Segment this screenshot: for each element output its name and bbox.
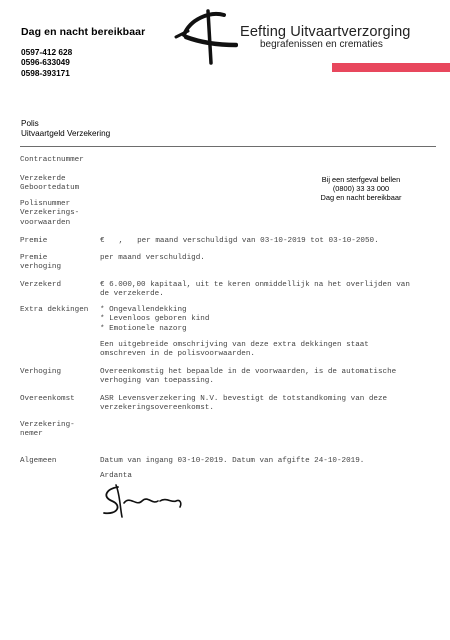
signature-icon xyxy=(96,481,190,521)
label-verzekerd: Verzekerd xyxy=(20,281,62,289)
emergency-phone: (0800) 33 33 000 xyxy=(332,184,390,194)
label-verzekerde xyxy=(20,175,79,194)
label-polisnummer xyxy=(20,200,79,228)
document-title xyxy=(21,119,110,138)
signatory-company: Ardanta xyxy=(100,472,132,480)
label-premie: Premie xyxy=(20,237,48,245)
contact-block xyxy=(21,26,145,78)
label-line: verhoging xyxy=(20,263,62,272)
divider xyxy=(20,146,436,147)
value-verzekerd: € 6.000,00 kapitaal, uit te keren onmiddellijk na het overlijden van de verzekerde. xyxy=(100,281,410,299)
label-line: nemer xyxy=(20,430,43,439)
phone-number: 0596-633049 xyxy=(21,57,70,68)
brand-accent-bar xyxy=(332,63,450,72)
value-extra-dekkingen xyxy=(100,306,418,334)
label-line: Premie xyxy=(20,254,48,262)
label-premie-verhoging xyxy=(20,254,61,273)
availability-heading: Dag en nacht bereikbaar xyxy=(21,26,146,38)
currency-symbol: € xyxy=(100,237,105,245)
emergency-line: Dag en nacht bereikbaar xyxy=(320,193,402,203)
label-overeenkomst: Overeenkomst xyxy=(20,395,75,403)
label-line: Verzekerings- xyxy=(20,209,80,218)
coverage-list xyxy=(100,306,418,334)
label-algemeen: Algemeen xyxy=(20,457,57,465)
phone-number: 0598-393171 xyxy=(21,67,70,78)
premie-text: per maand verschuldigd van 03-10-2019 tot 03-10-2050. xyxy=(137,237,379,245)
value-overeenkomst: ASR Levensverzekering N.V. bevestigt de totstandkoming van deze verzekeringsovereenkomst. xyxy=(100,395,388,413)
label-line: voorwaarden xyxy=(20,218,71,227)
value-premie-verhoging: per maand verschuldigd. xyxy=(100,254,205,262)
list-item: * Emotionele nazorg xyxy=(100,325,418,334)
brand-tagline: begrafenissen en crematies xyxy=(260,39,383,50)
list-item: * Levenloos geboren kind xyxy=(100,315,418,324)
phone-number: 0597-412 628 xyxy=(21,47,73,57)
value-verhoging: Overeenkomstig het bepaalde in de voorwaarden, is de automatische verhoging van toepassing. xyxy=(100,368,397,386)
label-verhoging: Verhoging xyxy=(20,368,62,376)
label-line: Verzekerde xyxy=(20,175,66,183)
brand-block xyxy=(240,24,411,50)
emergency-line: Bij een sterfgeval bellen xyxy=(321,175,401,184)
brand-name: Eefting Uitvaartverzorging xyxy=(240,24,411,40)
list-item: * Ongevallendekking xyxy=(100,306,418,315)
value-premie xyxy=(100,237,418,246)
label-extra-dekkingen: Extra dekkingen xyxy=(20,306,89,314)
amount-separator: , xyxy=(118,237,124,245)
value-algemeen: Datum van ingang 03-10-2019. Datum van afgifte 24-10-2019. xyxy=(100,457,365,465)
label-line: Polisnummer xyxy=(20,200,71,208)
label-line: Verzekering- xyxy=(20,421,75,429)
label-line: Geboortedatum xyxy=(20,184,80,193)
label-verzekeringnemer xyxy=(20,421,75,440)
extra-dekkingen-note: Een uitgebreide omschrijving van deze extra dekkingen staat omschreven in de polisvoorwaarden. xyxy=(100,341,369,359)
brand-logo-icon xyxy=(172,7,238,65)
title-line: Uitvaartgeld Verzekering xyxy=(21,128,111,138)
title-line: Polis xyxy=(21,119,39,128)
label-contractnummer: Contractnummer xyxy=(20,156,84,164)
emergency-contact xyxy=(306,175,416,203)
